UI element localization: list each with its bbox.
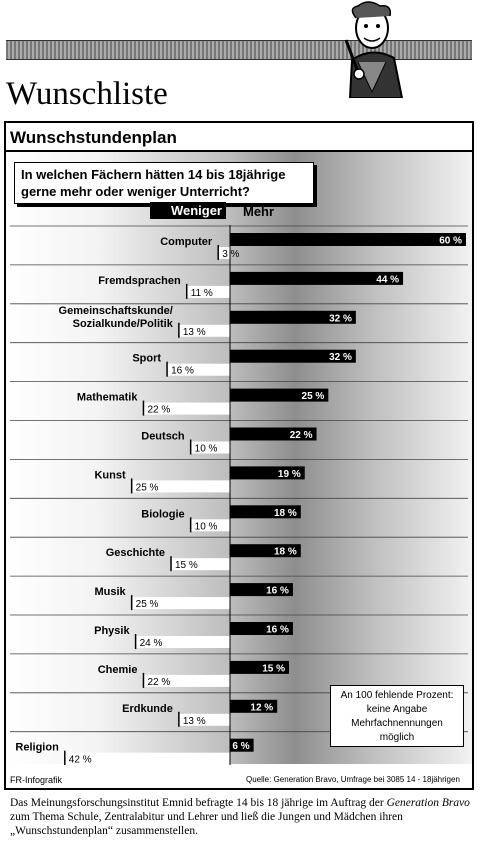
value-label-less: 22 % bbox=[147, 404, 171, 416]
value-label-more: 18 % bbox=[274, 507, 297, 519]
value-label-less: 25 % bbox=[135, 599, 159, 611]
value-label-more: 32 % bbox=[329, 352, 352, 364]
note-line-1: An 100 fehlende Prozent: bbox=[340, 690, 454, 701]
category-label: Biologie bbox=[141, 508, 185, 521]
question-line-2: gerne mehr oder weniger Unterricht? bbox=[21, 184, 250, 199]
page-heading: Wunschliste bbox=[6, 76, 168, 112]
value-label-more: 15 % bbox=[262, 663, 285, 675]
value-label-more: 19 % bbox=[277, 468, 301, 480]
bar-more bbox=[230, 233, 466, 246]
question-line-1: In welchen Fächern hätten 14 bis 18jährige bbox=[21, 167, 286, 182]
value-label-less: 24 % bbox=[139, 638, 163, 649]
caption-part-1: Das Meinungsforschungsinstitut Emnid befragte 14 bis 18 jährige im Auftrag der bbox=[10, 797, 387, 809]
footer-credit: FR-Infografik bbox=[10, 775, 63, 785]
question-box bbox=[14, 162, 314, 204]
category-label: Chemie bbox=[97, 663, 138, 676]
category-label: Sport bbox=[132, 352, 162, 365]
graphic-title: Wunschstundenplan bbox=[10, 128, 177, 147]
value-label-more: 18 % bbox=[274, 546, 297, 558]
footer-source: Quelle: Generation Bravo, Umfrage bei 3085 14 - 18jährigen bbox=[246, 775, 460, 784]
value-label-more: 22 % bbox=[289, 430, 313, 441]
diverging-bar-chart bbox=[6, 225, 472, 765]
category-label: Deutsch bbox=[141, 430, 185, 443]
caption-text bbox=[10, 796, 472, 838]
value-label-less: 10 % bbox=[194, 521, 218, 533]
category-label: Geschichte bbox=[105, 547, 165, 560]
category-label: Gemeinschaftskunde/ bbox=[58, 304, 173, 317]
value-label-less: 16 % bbox=[171, 365, 194, 377]
note-line-4: möglich bbox=[379, 732, 415, 743]
category-label: Computer bbox=[160, 236, 213, 248]
value-label-more: 44 % bbox=[376, 274, 400, 286]
category-label: Physik bbox=[94, 625, 130, 637]
value-label-less: 42 % bbox=[68, 754, 92, 765]
caption-publication: Generation Bravo bbox=[386, 797, 470, 809]
cartoon-illustration bbox=[328, 0, 418, 98]
value-label-more: 12 % bbox=[250, 702, 274, 714]
value-label-more: 32 % bbox=[329, 313, 352, 325]
note-line-2: keine Angabe bbox=[366, 704, 428, 715]
value-label-less: 25 % bbox=[135, 482, 159, 494]
value-label-less: 10 % bbox=[194, 443, 218, 455]
category-label: Kunst bbox=[94, 469, 126, 482]
value-label-more: 16 % bbox=[266, 624, 289, 636]
legend-more-label: Mehr bbox=[243, 204, 275, 219]
category-label: Musik bbox=[94, 586, 126, 599]
value-label-less: 11 % bbox=[190, 287, 213, 299]
value-label-less: 13 % bbox=[182, 715, 206, 727]
category-label: Fremdsprachen bbox=[98, 274, 181, 287]
note-box bbox=[330, 685, 464, 747]
title-rule bbox=[4, 150, 474, 152]
caption-part-2: zum Thema Schule, Zentralabitur und Lehrer und ließ die Jungen und Mädchen ihren „Wunschstundenplan“ zusammenstellen. bbox=[10, 811, 403, 837]
value-label-more: 6 % bbox=[232, 741, 250, 753]
value-label-more: 25 % bbox=[301, 391, 325, 403]
value-label-less: 13 % bbox=[182, 326, 206, 338]
category-label: Religion bbox=[15, 741, 59, 754]
value-label-less: 22 % bbox=[147, 676, 171, 688]
value-label-more: 16 % bbox=[266, 585, 289, 597]
value-label-less: 3 % bbox=[222, 249, 240, 260]
category-label: Mathematik bbox=[76, 391, 138, 404]
note-line-3: Mehrfachnennungen bbox=[351, 718, 443, 729]
category-label: Sozialkunde/Politik bbox=[72, 317, 173, 330]
legend-less-label: Weniger bbox=[150, 202, 226, 219]
value-label-less: 15 % bbox=[175, 560, 198, 572]
value-label-more: 60 % bbox=[439, 235, 462, 247]
category-label: Erdkunde bbox=[122, 702, 173, 715]
